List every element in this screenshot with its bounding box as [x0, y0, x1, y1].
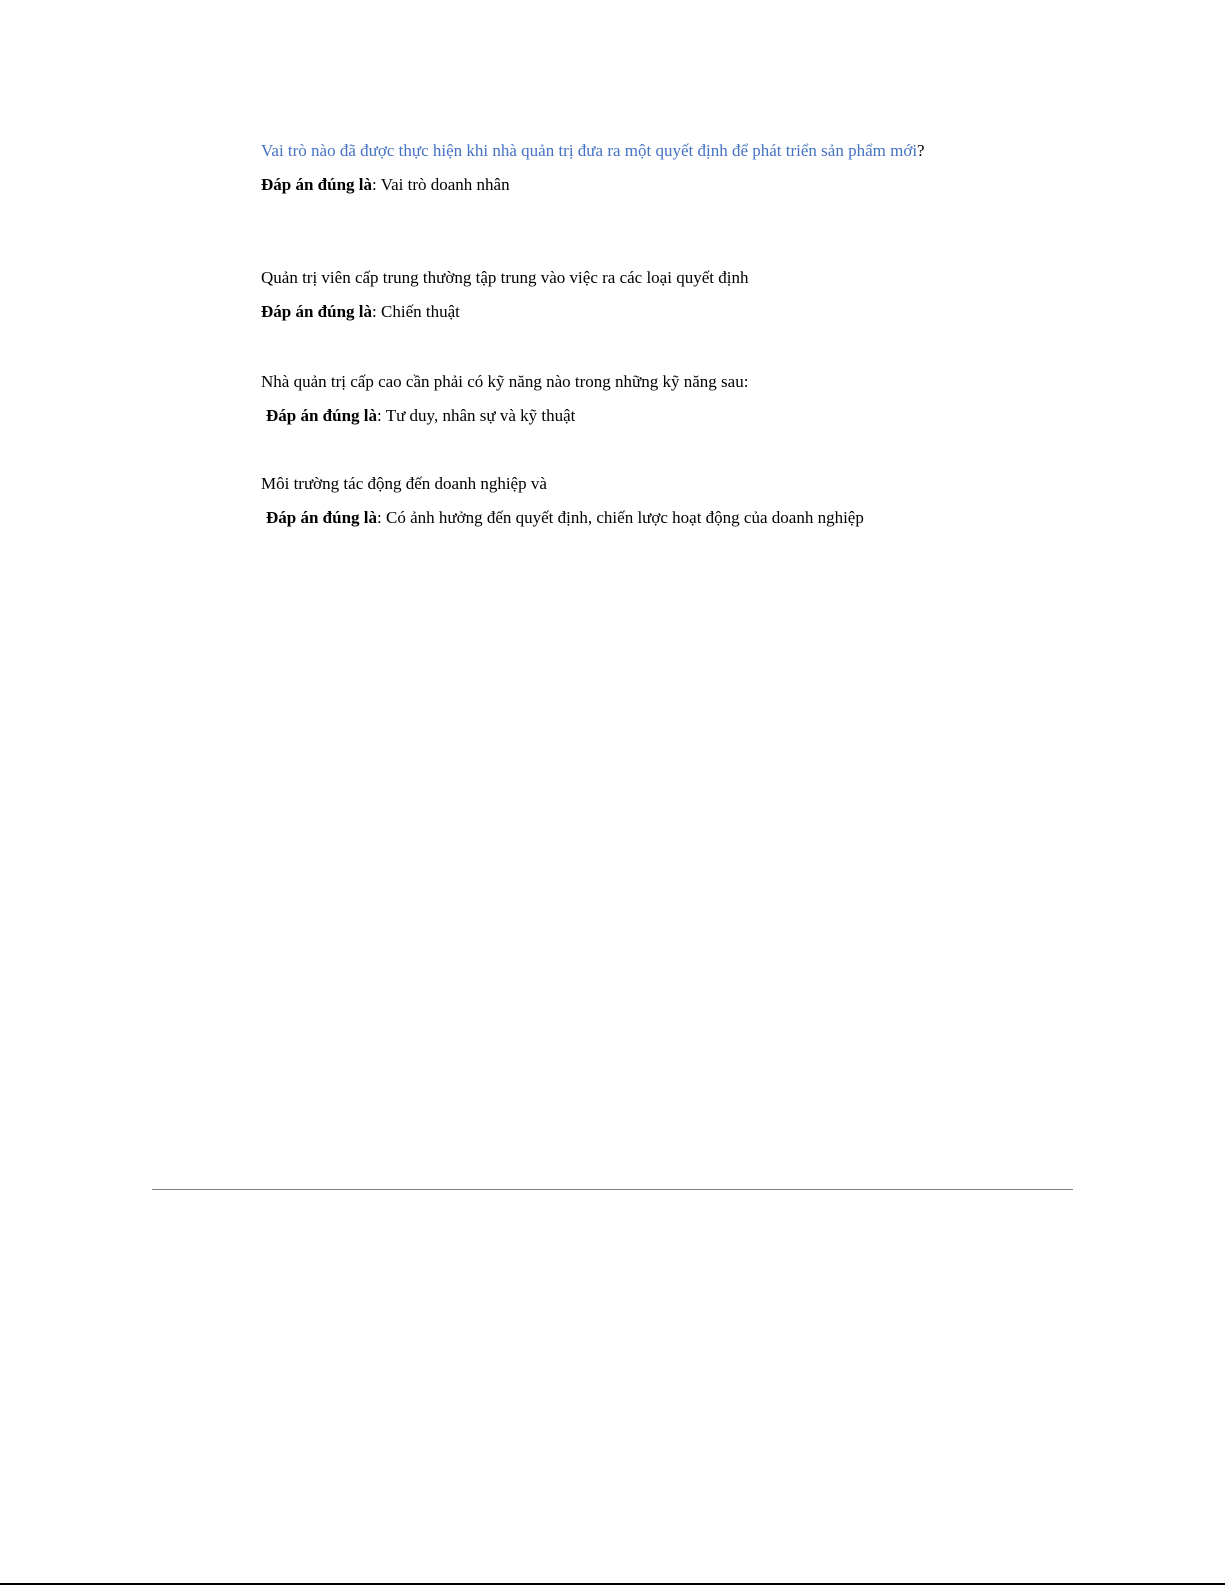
question-4 [261, 473, 963, 495]
answer-3 [261, 405, 963, 427]
question-2-text: Quản trị viên cấp trung thường tập trung vào việc ra các loại quyết định [261, 268, 749, 287]
qa-item-3 [261, 371, 963, 427]
answer-1 [261, 174, 963, 196]
question-1-suffix: ? [917, 141, 925, 160]
answer-1-text: : Vai trò doanh nhân [372, 175, 510, 194]
qa-item-2 [261, 267, 963, 323]
question-3-text: Nhà quản trị cấp cao cần phải có kỹ năng nào trong những kỹ năng sau: [261, 372, 749, 391]
answer-4-label: Đáp án đúng là [266, 508, 378, 527]
answer-4 [261, 507, 963, 529]
answer-4-text: : Có ảnh hưởng đến quyết định, chiến lược hoạt động của doanh nghiệp [377, 508, 864, 527]
answer-1-label: Đáp án đúng là [261, 175, 373, 194]
question-1-text: Vai trò nào đã được thực hiện khi nhà quản trị đưa ra một quyết định để phát triển sản phẩm mới [261, 141, 918, 160]
answer-2 [261, 301, 963, 323]
question-4-text: Môi trường tác động đến doanh nghiệp và [261, 474, 547, 493]
answer-2-label: Đáp án đúng là [261, 302, 373, 321]
answer-3-text: : Tư duy, nhân sự và kỹ thuật [377, 406, 576, 425]
answer-2-text: : Chiến thuật [372, 302, 460, 321]
qa-item-4 [261, 473, 963, 529]
question-2 [261, 267, 963, 289]
question-3 [261, 371, 963, 393]
page-divider [152, 1189, 1073, 1190]
answer-3-label: Đáp án đúng là [266, 406, 378, 425]
question-1 [261, 140, 963, 162]
qa-item-1 [261, 140, 963, 196]
